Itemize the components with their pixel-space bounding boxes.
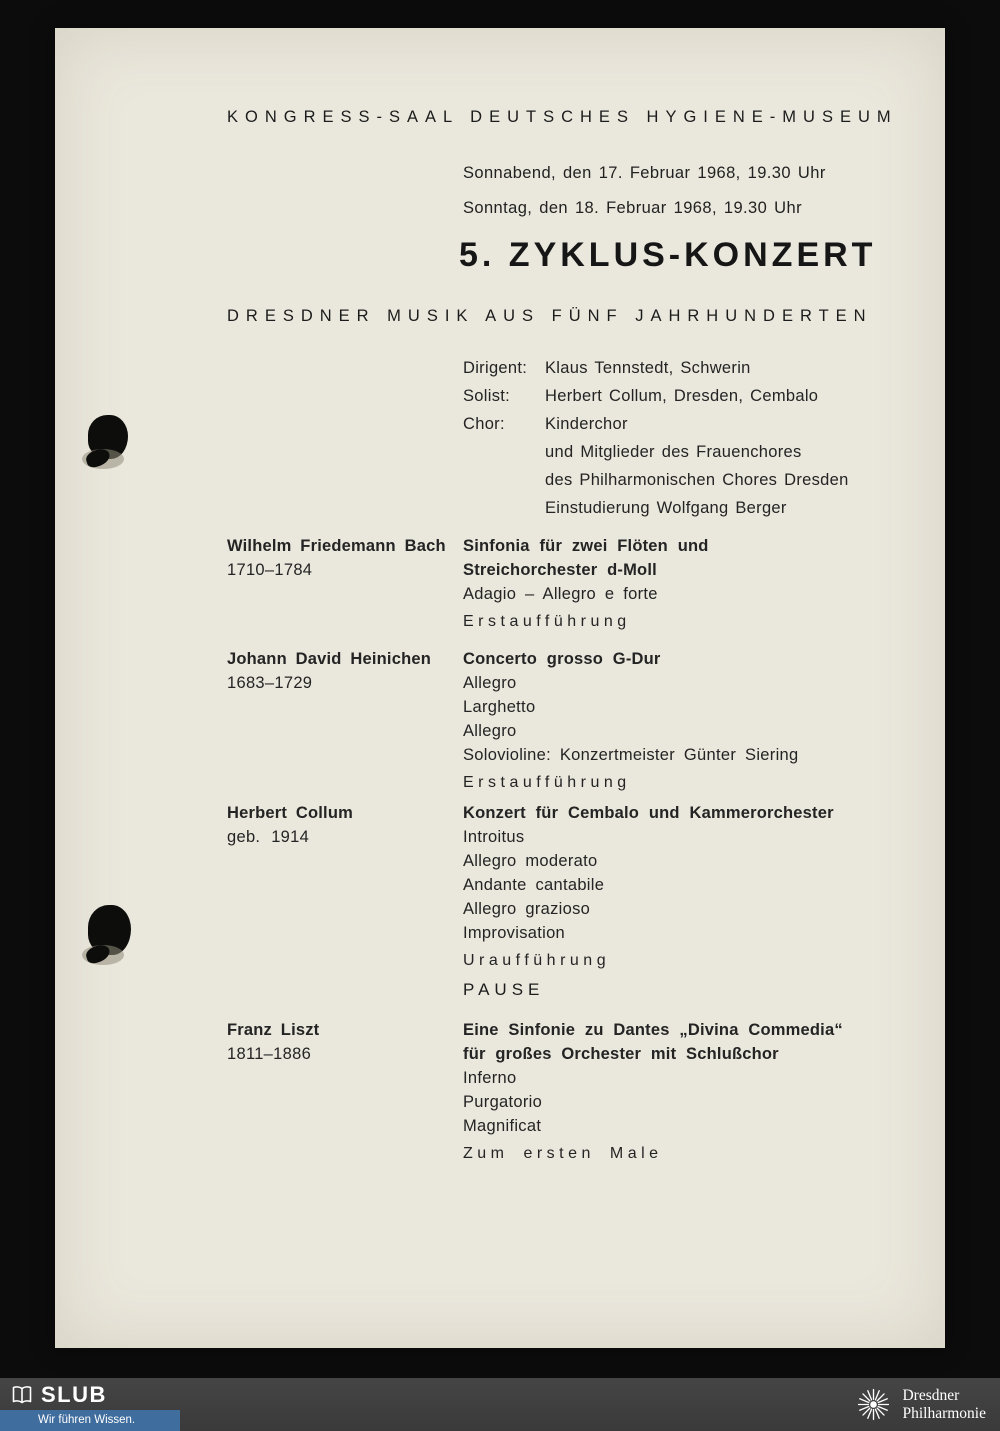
credit-value: Herbert Collum, Dresden, Cembalo bbox=[545, 387, 819, 405]
credit-label: Chor: bbox=[463, 415, 505, 433]
punch-hole bbox=[88, 415, 128, 459]
movement: Allegro bbox=[463, 674, 517, 692]
credit-value: des Philharmonischen Chores Dresden bbox=[545, 471, 849, 489]
philharmonie-logo[interactable] bbox=[855, 1386, 986, 1423]
credit-value: und Mitglieder des Frauenchores bbox=[545, 443, 802, 461]
movement: Purgatorio bbox=[463, 1093, 543, 1111]
movement: Inferno bbox=[463, 1069, 517, 1087]
credit-label: Solist: bbox=[463, 387, 511, 405]
works-cell bbox=[463, 1018, 923, 1166]
credit-label bbox=[463, 466, 545, 494]
composer-cell bbox=[227, 534, 463, 634]
concert-date-2: Sonntag, den 18. Februar 1968, 19.30 Uhr bbox=[463, 199, 802, 217]
composer-cell bbox=[227, 801, 463, 973]
works-cell bbox=[463, 534, 923, 634]
book-icon bbox=[10, 1385, 34, 1405]
program-page bbox=[55, 28, 945, 1348]
movement: Magnificat bbox=[463, 1117, 542, 1135]
slub-logo[interactable] bbox=[0, 1378, 220, 1431]
program-entry bbox=[227, 534, 923, 634]
program-entry bbox=[227, 801, 923, 973]
concert-title: 5. ZYKLUS-KONZERT bbox=[459, 236, 877, 274]
credit-row bbox=[463, 410, 849, 438]
composer-name: Wilhelm Friedemann Bach bbox=[227, 537, 446, 555]
credit-row bbox=[463, 354, 849, 382]
movement: Allegro bbox=[463, 722, 517, 740]
composer-dates: 1710–1784 bbox=[227, 561, 313, 579]
premiere-note: Erstaufführung bbox=[463, 613, 631, 630]
credit-label: Dirigent: bbox=[463, 359, 528, 377]
work-title-line: Streichorchester d-Moll bbox=[463, 561, 657, 579]
slub-wordmark: SLUB bbox=[41, 1382, 107, 1407]
concert-date-1: Sonnabend, den 17. Februar 1968, 19.30 Uhr bbox=[463, 164, 826, 182]
movement: Allegro grazioso bbox=[463, 900, 591, 918]
program-entry bbox=[227, 1018, 923, 1166]
program-entry bbox=[227, 647, 923, 795]
philharmonie-line2: Philharmonie bbox=[902, 1404, 986, 1422]
pause-label: PAUSE bbox=[463, 980, 545, 999]
premiere-note: Uraufführung bbox=[463, 952, 611, 969]
credit-row bbox=[463, 438, 849, 466]
credit-value: Einstudierung Wolfgang Berger bbox=[545, 499, 787, 517]
work-title-line: Eine Sinfonie zu Dantes „Divina Commedia“ bbox=[463, 1021, 843, 1039]
work-title-line: für großes Orchester mit Schlußchor bbox=[463, 1045, 779, 1063]
premiere-note: Zum ersten Male bbox=[463, 1145, 663, 1162]
slub-logo-row bbox=[10, 1382, 107, 1408]
movement: Allegro moderato bbox=[463, 852, 598, 870]
credits-block bbox=[463, 354, 849, 522]
work-title-line: Concerto grosso G-Dur bbox=[463, 650, 661, 668]
composer-name: Johann David Heinichen bbox=[227, 650, 432, 668]
works-cell bbox=[463, 647, 923, 795]
composer-dates: 1811–1886 bbox=[227, 1045, 312, 1063]
composer-cell bbox=[227, 1018, 463, 1166]
philharmonie-wordmark bbox=[902, 1387, 986, 1423]
work-title-line: Sinfonia für zwei Flöten und bbox=[463, 537, 709, 555]
credit-value: Kinderchor bbox=[545, 415, 628, 433]
venue-heading: KONGRESS-SAAL DEUTSCHES HYGIENE-MUSEUM bbox=[227, 108, 898, 126]
credit-row bbox=[463, 466, 849, 494]
slub-tagline: Wir führen Wissen. bbox=[0, 1410, 180, 1431]
viewer-footer bbox=[0, 1378, 1000, 1431]
works-cell bbox=[463, 801, 923, 973]
philharmonie-logo-icon bbox=[855, 1386, 892, 1423]
credit-value: Klaus Tennstedt, Schwerin bbox=[545, 359, 751, 377]
movement: Solovioline: Konzertmeister Günter Siering bbox=[463, 746, 799, 764]
credit-row bbox=[463, 494, 849, 522]
composer-name: Franz Liszt bbox=[227, 1021, 320, 1039]
movement: Improvisation bbox=[463, 924, 566, 942]
concert-subtitle: DRESDNER MUSIK AUS FÜNF JAHRHUNDERTEN bbox=[227, 307, 873, 325]
philharmonie-line1: Dresdner bbox=[902, 1386, 960, 1404]
movement: Andante cantabile bbox=[463, 876, 605, 894]
movement: Adagio – Allegro e forte bbox=[463, 585, 658, 603]
work-title-line: Konzert für Cembalo und Kammerorchester bbox=[463, 804, 834, 822]
movement: Larghetto bbox=[463, 698, 536, 716]
credit-row bbox=[463, 382, 849, 410]
composer-dates: geb. 1914 bbox=[227, 828, 310, 846]
movement: Introitus bbox=[463, 828, 525, 846]
premiere-note: Erstaufführung bbox=[463, 774, 631, 791]
credit-label bbox=[463, 494, 545, 522]
composer-dates: 1683–1729 bbox=[227, 674, 313, 692]
composer-name: Herbert Collum bbox=[227, 804, 353, 822]
composer-cell bbox=[227, 647, 463, 795]
punch-hole bbox=[88, 905, 131, 955]
credit-label bbox=[463, 438, 545, 466]
